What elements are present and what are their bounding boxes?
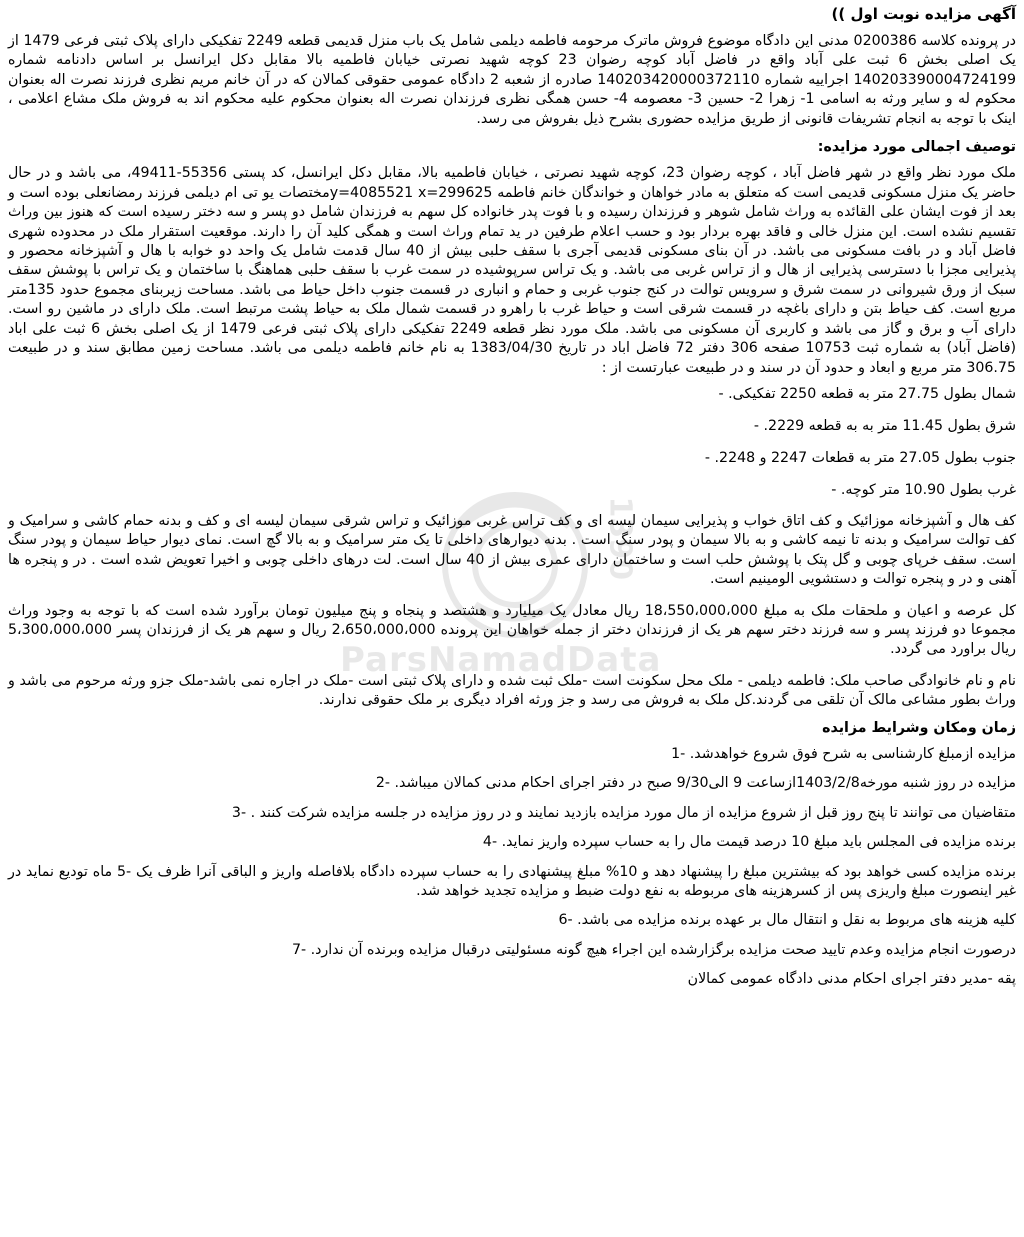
condition-6: کلیه هزینه های مربوط به نقل و انتقال مال بر عهده برنده مزایده می باشد. -6 xyxy=(558,912,1016,929)
bound-south: جنوب بطول 27.05 متر به قطعات 2247 و 2248. - xyxy=(704,449,1016,466)
conditions-list xyxy=(8,745,1016,960)
auction-notice xyxy=(8,4,1016,1233)
condition-4: برنده مزایده فی المجلس باید مبلغ 10 درصد قیمت مال را به حساب سپرده واریز نماید. -4 xyxy=(482,834,1016,851)
condition-1: مزایده ازمبلغ کارشناسی به شرح فوق شروع خواهدشد. -1 xyxy=(671,745,1016,762)
condition-2: مزایده در روز شنبه مورخه1403/2/8ازساعت 9 الی9/30 صبح در دفتر اجرای احکام مدنی کمالان میباشد. -2 xyxy=(375,775,1016,792)
bound-west: غرب بطول 10.90 متر کوچه. - xyxy=(831,481,1016,498)
signature-line: پقه -مدیر دفتر اجرای احکام مدنی دادگاه عمومی کمالان xyxy=(687,971,1016,988)
conditions-heading: زمان ومکان وشرایط مزایده xyxy=(822,719,1016,736)
owner-paragraph: نام و نام خانوادگی صاحب ملک: فاطمه دیلمی - ملک محل سکونت است -ملک ثبت شده و دارای پلاک ثبتی است -ملک در اجاره نمی باشد-ملک جزو ورثه مرحوم می باشد و وراث بطور مشاعی مالک آن تلقی می گردند.کل ملک به فروش می رسد و جز ورثه افراد دیگری بر ملک حقوقی ندارند. xyxy=(8,672,1016,709)
watermark-text: ParsNamadData xyxy=(340,640,662,680)
finishes-paragraph: کف هال و آشپزخانه موزائیک و کف اتاق خواب و پذیرایی سیمان لیسه ای و کف تراس غربی موزائیک و تراس شرقی سیمان لیسه ای و کف و بدنه حمام کاشی و سرامیک و کف توالت سرامیک و بدنه تا نیمه کاشی و به بالا سیمان و پودر سنگ است . بدنه دیوارهای داخلی تا یک متر سرامیک و به بالا گچ است. نمای دیوار حیاط سیمان و پودر سنگ است. سقف خرپای چوبی و گل پتک با پوشش حلب است و ساختمان دارای عمری بیش از 40 سال است. لت درهای داخلی چوبی و اخیرا تعویض شده است . در و پنجره ها آهنی و در و پنجره توالت و دستشویی الومینیم است. xyxy=(8,512,1016,588)
condition-3: متقاضیان می توانند تا پنج روز قبل از شروع مزایده از مال مورد مزایده بازدید نمایند و در روز مزایده در جلسه مزایده شرکت کنند . -3 xyxy=(231,804,1016,821)
valuation-paragraph: کل عرصه و اعیان و ملحقات ملک به مبلغ 18،550،000،000 ریال معادل یک میلیارد و هشتصد و پنجاه و پنج میلیون تومان برآورد شده است که با توجه به وجود وراث مجموعا دو فرزند پسر و سه فرزند دختر سهم هر یک از فرزندان دختر از جمله خواهان این پرونده 2،650،000،000 ریال و سهم هر یک از فرزندان پسر 5،300،000،000 ریال براورد می گردد. xyxy=(8,602,1017,658)
condition-5: برنده مزایده کسی خواهد بود که بیشترین مبلغ را پیشنهاد دهد و 10% مبلغ پیشنهادی را به حساب سپرده دادگاه بلافاصله واریز و الباقی آنرا ظرف یک -5 ماه تودیع نماید در غیر اینصورت مبلغ واریزی پس از کسرهزینه های مربوطه به نفع دولت ضبط و مزایده تجدید خواهد شد. xyxy=(8,863,1017,899)
bound-north: شمال بطول 27.75 متر به قطعه 2250 تفکیکی. - xyxy=(718,385,1016,402)
bound-east: شرق بطول 11.45 متر به به قطعه 2229. - xyxy=(753,417,1016,434)
notice-title: آگهی مزایده نوبت اول )) xyxy=(831,5,1016,23)
summary-heading: توصیف اجمالی مورد مزایده: xyxy=(817,139,1016,156)
condition-7: درصورت انجام مزایده وعدم تایید صحت مزایده برگزارشده این اجراء هیچ گونه مسئولیتی درقبال مزایده وبرنده آن ندارد. -7 xyxy=(291,941,1016,958)
watermark-year: 1390 xyxy=(602,496,638,580)
property-bounds xyxy=(8,384,1016,500)
intro-paragraph: در پرونده کلاسه 0200386 مدنی این دادگاه موضوع فروش ماترک مرحومه فاطمه دیلمی شامل یک باب منزل قدیمی قطعه 2249 تفکیکی دارای پلاک ثبتی فرعی 1479 از یک اصلی بخش 6 ثبت علی آباد واقع در فاضل آباد کوچه رضوان 23 کوچه شهید نصرتی خیابان فاطمیه بالا مقابل دکل ایرانسل بر اساس دادنامه شماره 140203390004724199 اجراییه شماره 140203420000372110 صادره از شعبه 2 دادگاه عمومی حقوقی کمالان که در آن خانم مریم نظری فرزند نصرت اله بعنوان محکوم له و سایر ورثه به اسامی 1- زهرا 2- حسین 3- معصومه 4- حسن همگی نظری فرزندان نصرت اله بعنوان محکوم علیه محکوم اند به فروش ملک مشاع اعلامی ، اینک با توجه به انجام تشریفات قانونی از طریق مزایده حضوری بشرح ذیل بفروش می رسد. xyxy=(8,33,1016,127)
property-description: ملک مورد نظر واقع در شهر فاضل آباد ، کوچه رضوان 23، کوچه شهید نصرتی ، خیابان فاطمیه بالا، مقابل دکل ایرانسل، کد پستی 55356-49411، می باشد و در حال حاضر یک منزل مسکونی قدیمی است که متعلق به مادر خواهان و خواندگان خانم فاطمه y=4085521 x=299625مختصات یو تی ام دیلمی فرزند رمضانعلی بوده است و بعد از فوت ایشان علی القائده به وراث شامل شوهر و فرزندان رسیده و با فوت پدر خانواده کل سهم به فرزندان شامل دو پسر و سه دختر رسیده است که هنوز بین وراث تقسیم نشده است. این منزل خالی و فاقد بهره بردار بود و حسب اعلام طرفین در ید تمام وراث است و همگی کلید آن را دارند. موقعیت استقرار ملک در محدوده شهری فاضل آباد و در بافت مسکونی می باشد. در آن بنای مسکونی قدیمی آجری با سقف حلبی بیش از 40 سال قدمت شامل یک واحد دو خوابه با هال و آشپزخانه محصور و پذیرایی مجزا با دسترسی پذیرایی از هال و از تراس غربی می باشد. و یک تراس سرپوشیده در سمت غرب با سقف حلبی هماهنگ با ساختمان و یک تراس با پوشش سقف سبک از ورق شیروانی در سمت شرق و سرویس توالت در کنج جنوب غربی و حمام و انباری در قسمت جنوب داخل حیاط می باشد. مساحت زیربنای مجموع حدود 135متر مربع است. کف حیاط بتن و دارای باغچه در قسمت شرقی است و حیاط غرب با راهرو در قسمت شمال ملک به حیاط پشت مرتبط است. ملک دارای در ماشین رو است. دارای آب و برق و گاز می باشد و کاربری آن مسکونی می باشد. ملک مورد نظر قطعه 2249 تفکیکی دارای پلاک ثبتی فرعی 1479 از یک اصلی بخش 6 ثبت علی اباد (فاضل آباد) به شماره ثبت 10753 صفحه 306 دفتر 72 فاضل اباد در تاریخ 1383/04/30 به نام خانم فاطمه دیلمی می باشد. مساحت زمین مطابق سند و در طبیعت 306.75 متر مربع و ابعاد و حدود آن در سند و در طبیعت عبارتست از : xyxy=(8,165,1017,376)
